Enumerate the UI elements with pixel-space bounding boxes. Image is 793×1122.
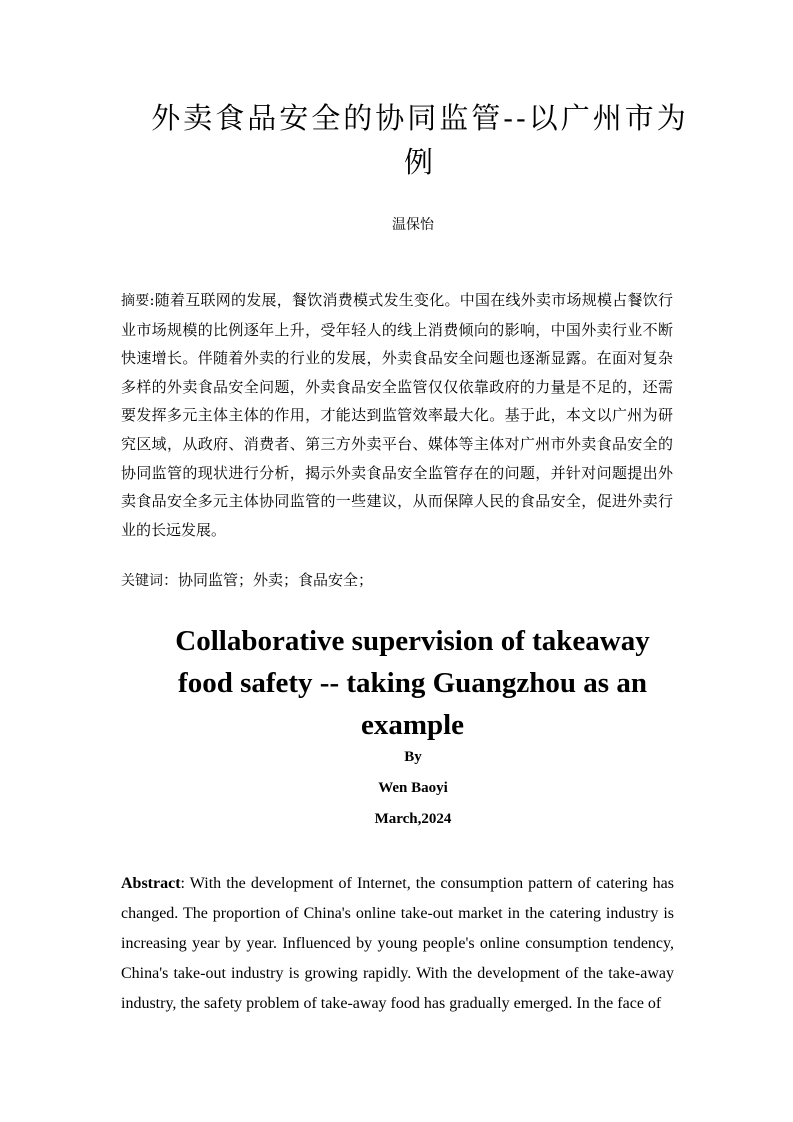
english-title xyxy=(140,620,685,746)
english-title-line-2: food safety -- taking Guangzhou as an xyxy=(178,667,647,699)
english-abstract-label: Abstract xyxy=(121,875,181,892)
chinese-keywords xyxy=(121,567,673,594)
chinese-keywords-text: ：协同监管；外卖；食品安全； xyxy=(163,571,374,589)
chinese-abstract-label: 摘要 xyxy=(121,293,150,309)
english-title-line-3: example xyxy=(360,709,465,741)
chinese-abstract xyxy=(121,286,673,544)
english-title-line-1: Collaborative supervision of takeaway xyxy=(175,625,650,657)
chinese-title xyxy=(150,96,690,184)
chinese-abstract-text: :随着互联网的发展，餐饮消费模式发生变化。中国在线外卖市场规模占餐饮行业市场规模的比例逐年上升，受年轻人的线上消费倾向的影响，中国外卖行业不断快速增长。伴随着外卖的行业的发展，外卖食品安全问题也逐渐显露。在面对复杂多样的外卖食品安全问题，外卖食品安全监管仅仅依靠政府的力量是不足的，还需要发挥多元主体主体的作用，才能达到监管效率最大化。基于此，本文以广州为研究区域，从政府、消费者、第三方外卖平台、媒体等主体对广州市外卖食品安全的协同监管的现状进行分析，揭示外卖食品安全监管存在的问题，并针对问题提出外卖食品安全多元主体协同监管的一些建议，从而保障人民的食品安全，促进外卖行业的长远发展。 xyxy=(121,291,673,539)
chinese-author: 温保怡 xyxy=(392,217,434,233)
english-author: Wen Baoyi xyxy=(378,780,448,796)
chinese-keywords-label: 关键词 xyxy=(121,573,163,589)
chinese-title-line-2: 例 xyxy=(403,145,436,179)
english-abstract xyxy=(121,869,674,1019)
english-by-line: By xyxy=(404,749,422,765)
english-abstract-text: : With the development of Internet, the consumption pattern of catering has changed. The proportion of China's online take-out market in the catering industry is increasing year by year. Influenced by young people's online consumption tendency, China's take-out industry is growing rapidly. With the development of the take-away industry, the safety problem of take-away food has gradually emerged. In the face of xyxy=(121,875,674,1012)
chinese-title-line-1: 外卖食品安全的协同监管--以广州市为 xyxy=(151,101,689,135)
english-date: March,2024 xyxy=(374,811,452,827)
